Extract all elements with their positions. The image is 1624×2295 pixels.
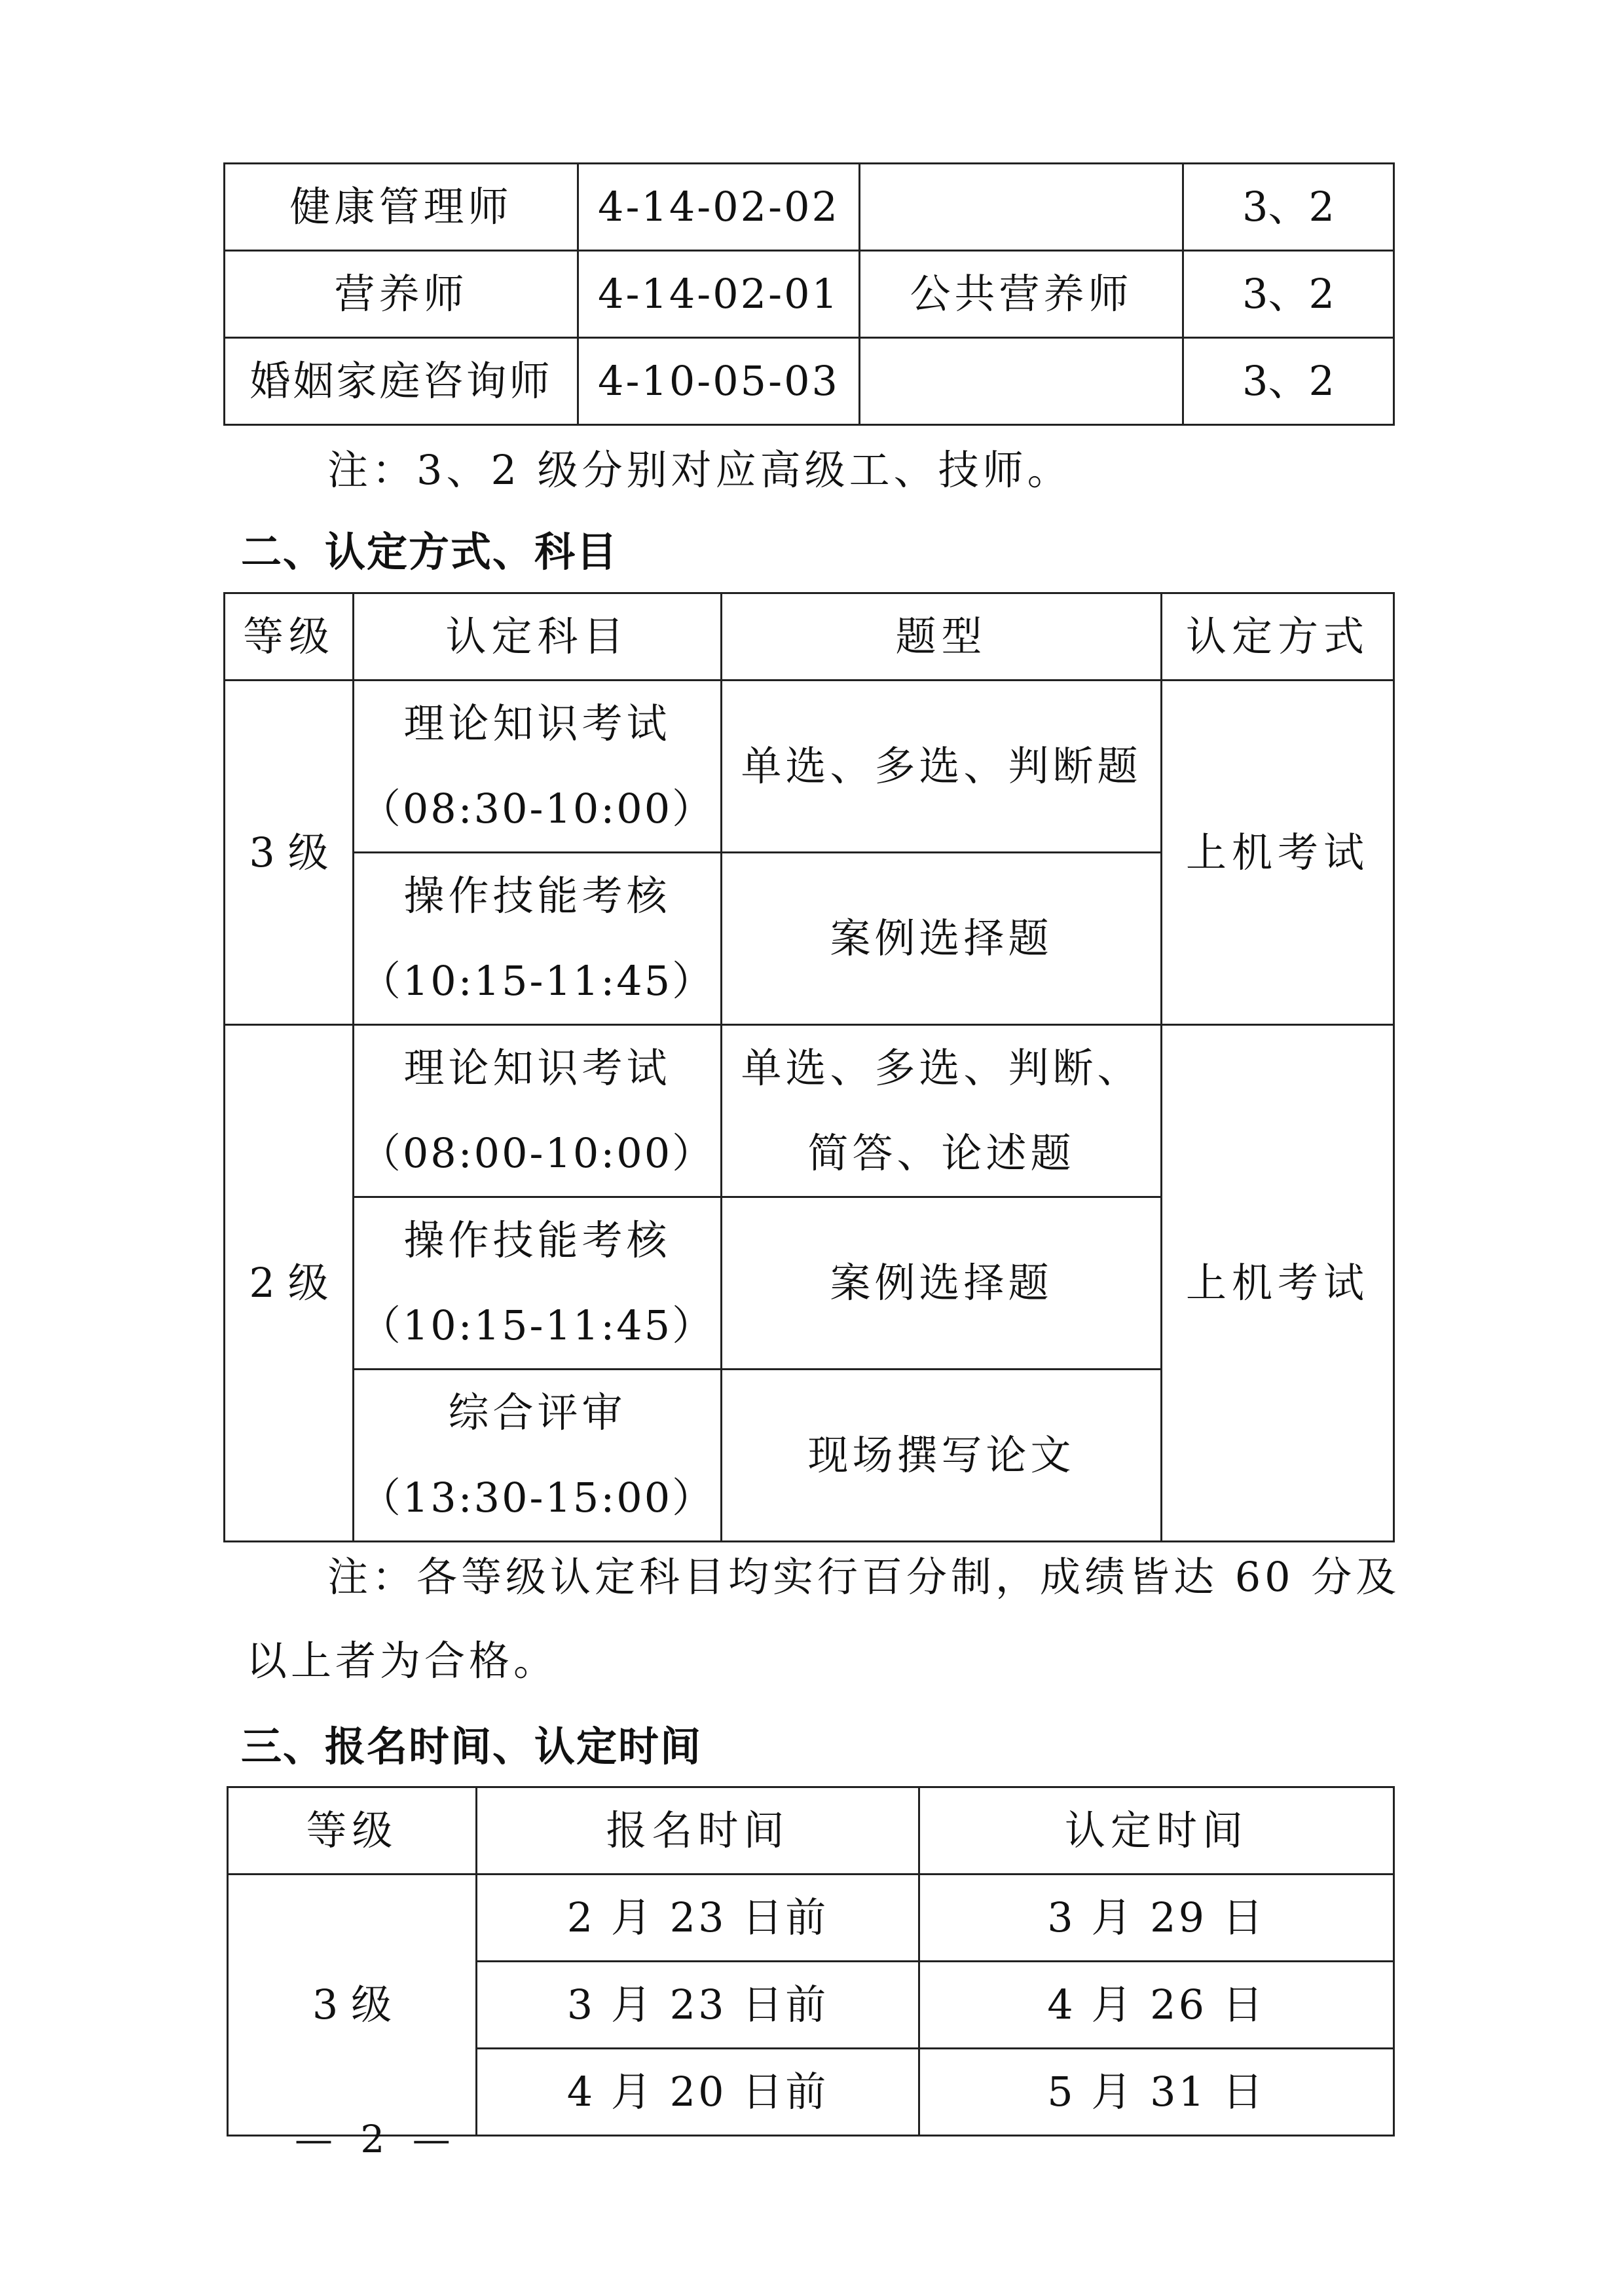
occupation-table <box>223 162 1395 426</box>
table-row <box>225 338 1394 425</box>
col-header: 认定时间 <box>919 1787 1394 1875</box>
col-header: 等级 <box>228 1787 477 1875</box>
subject-time: （08:00-10:00） <box>360 1129 715 1177</box>
occupation-code: 4-10-05-03 <box>578 338 860 425</box>
table2-note-line2: 以上者为合格。 <box>246 1637 559 1685</box>
col-header: 题型 <box>722 593 1162 681</box>
question-type-line2: 简答、论述题 <box>807 1129 1075 1177</box>
subject-name: 综合评审 <box>448 1389 627 1436</box>
subject-name: 操作技能考核 <box>403 872 671 920</box>
table-row <box>228 1875 1394 1962</box>
occupation-code: 4-14-02-02 <box>578 164 860 251</box>
occupation-sub <box>860 164 1183 251</box>
occupation-level: 3、2 <box>1183 164 1394 251</box>
subject-name: 操作技能考核 <box>403 1216 671 1264</box>
table-row <box>225 681 1394 853</box>
question-type-line1: 单选、多选、判断、 <box>741 1044 1142 1092</box>
subject-cell <box>354 1197 722 1370</box>
question-type: 单选、多选、判断题 <box>722 681 1162 853</box>
page-number: — 2 — <box>295 2117 458 2161</box>
table-header-row <box>225 593 1394 681</box>
subject-time: （08:30-10:00） <box>360 785 715 832</box>
table2-note-line1: 注：各等级认定科目均实行百分制，成绩皆达 60 分及 <box>327 1553 1401 1601</box>
method-cell: 上机考试 <box>1162 1025 1394 1542</box>
subject-cell <box>354 681 722 853</box>
schedule-table <box>227 1786 1395 2136</box>
col-header: 认定方式 <box>1162 593 1394 681</box>
occupation-code: 4-14-02-01 <box>578 251 860 338</box>
occupation-name: 婚姻家庭咨询师 <box>225 338 578 425</box>
table-header-row <box>228 1787 1394 1875</box>
signup-date: 2 月 23 日前 <box>477 1875 919 1962</box>
method-cell: 上机考试 <box>1162 681 1394 1025</box>
question-type: 案例选择题 <box>722 1197 1162 1370</box>
occupation-level: 3、2 <box>1183 338 1394 425</box>
subject-cell <box>354 1025 722 1197</box>
subject-time: （10:15-11:45） <box>360 1301 715 1349</box>
table-row <box>225 1025 1394 1197</box>
subject-name: 理论知识考试 <box>403 1044 671 1092</box>
subject-time: （13:30-15:00） <box>360 1474 715 1521</box>
section3-heading: 三、报名时间、认定时间 <box>241 1723 703 1770</box>
subject-cell <box>354 853 722 1025</box>
level-cell: 3 级 <box>225 681 354 1025</box>
question-type: 现场撰写论文 <box>722 1370 1162 1542</box>
subject-time: （10:15-11:45） <box>360 957 715 1005</box>
level-cell: 2 级 <box>225 1025 354 1542</box>
table-row <box>225 164 1394 251</box>
question-type: 案例选择题 <box>722 853 1162 1025</box>
table-row <box>225 251 1394 338</box>
col-header: 报名时间 <box>477 1787 919 1875</box>
occupation-sub <box>860 338 1183 425</box>
occupation-level: 3、2 <box>1183 251 1394 338</box>
level-cell: 3 级 <box>228 1875 477 2136</box>
subjects-table <box>223 592 1395 1542</box>
subject-cell <box>354 1370 722 1542</box>
occupation-name: 健康管理师 <box>225 164 578 251</box>
section2-heading: 二、认定方式、科目 <box>241 528 619 576</box>
exam-date: 3 月 29 日 <box>919 1875 1394 1962</box>
occupation-sub: 公共营养师 <box>860 251 1183 338</box>
col-header: 等级 <box>225 593 354 681</box>
exam-date: 5 月 31 日 <box>919 2049 1394 2136</box>
question-type <box>722 1025 1162 1197</box>
subject-name: 理论知识考试 <box>403 700 671 747</box>
exam-date: 4 月 26 日 <box>919 1962 1394 2049</box>
signup-date: 3 月 23 日前 <box>477 1962 919 2049</box>
table1-note: 注：3、2 级分别对应高级工、技师。 <box>327 446 1072 494</box>
col-header: 认定科目 <box>354 593 722 681</box>
signup-date: 4 月 20 日前 <box>477 2049 919 2136</box>
occupation-name: 营养师 <box>225 251 578 338</box>
